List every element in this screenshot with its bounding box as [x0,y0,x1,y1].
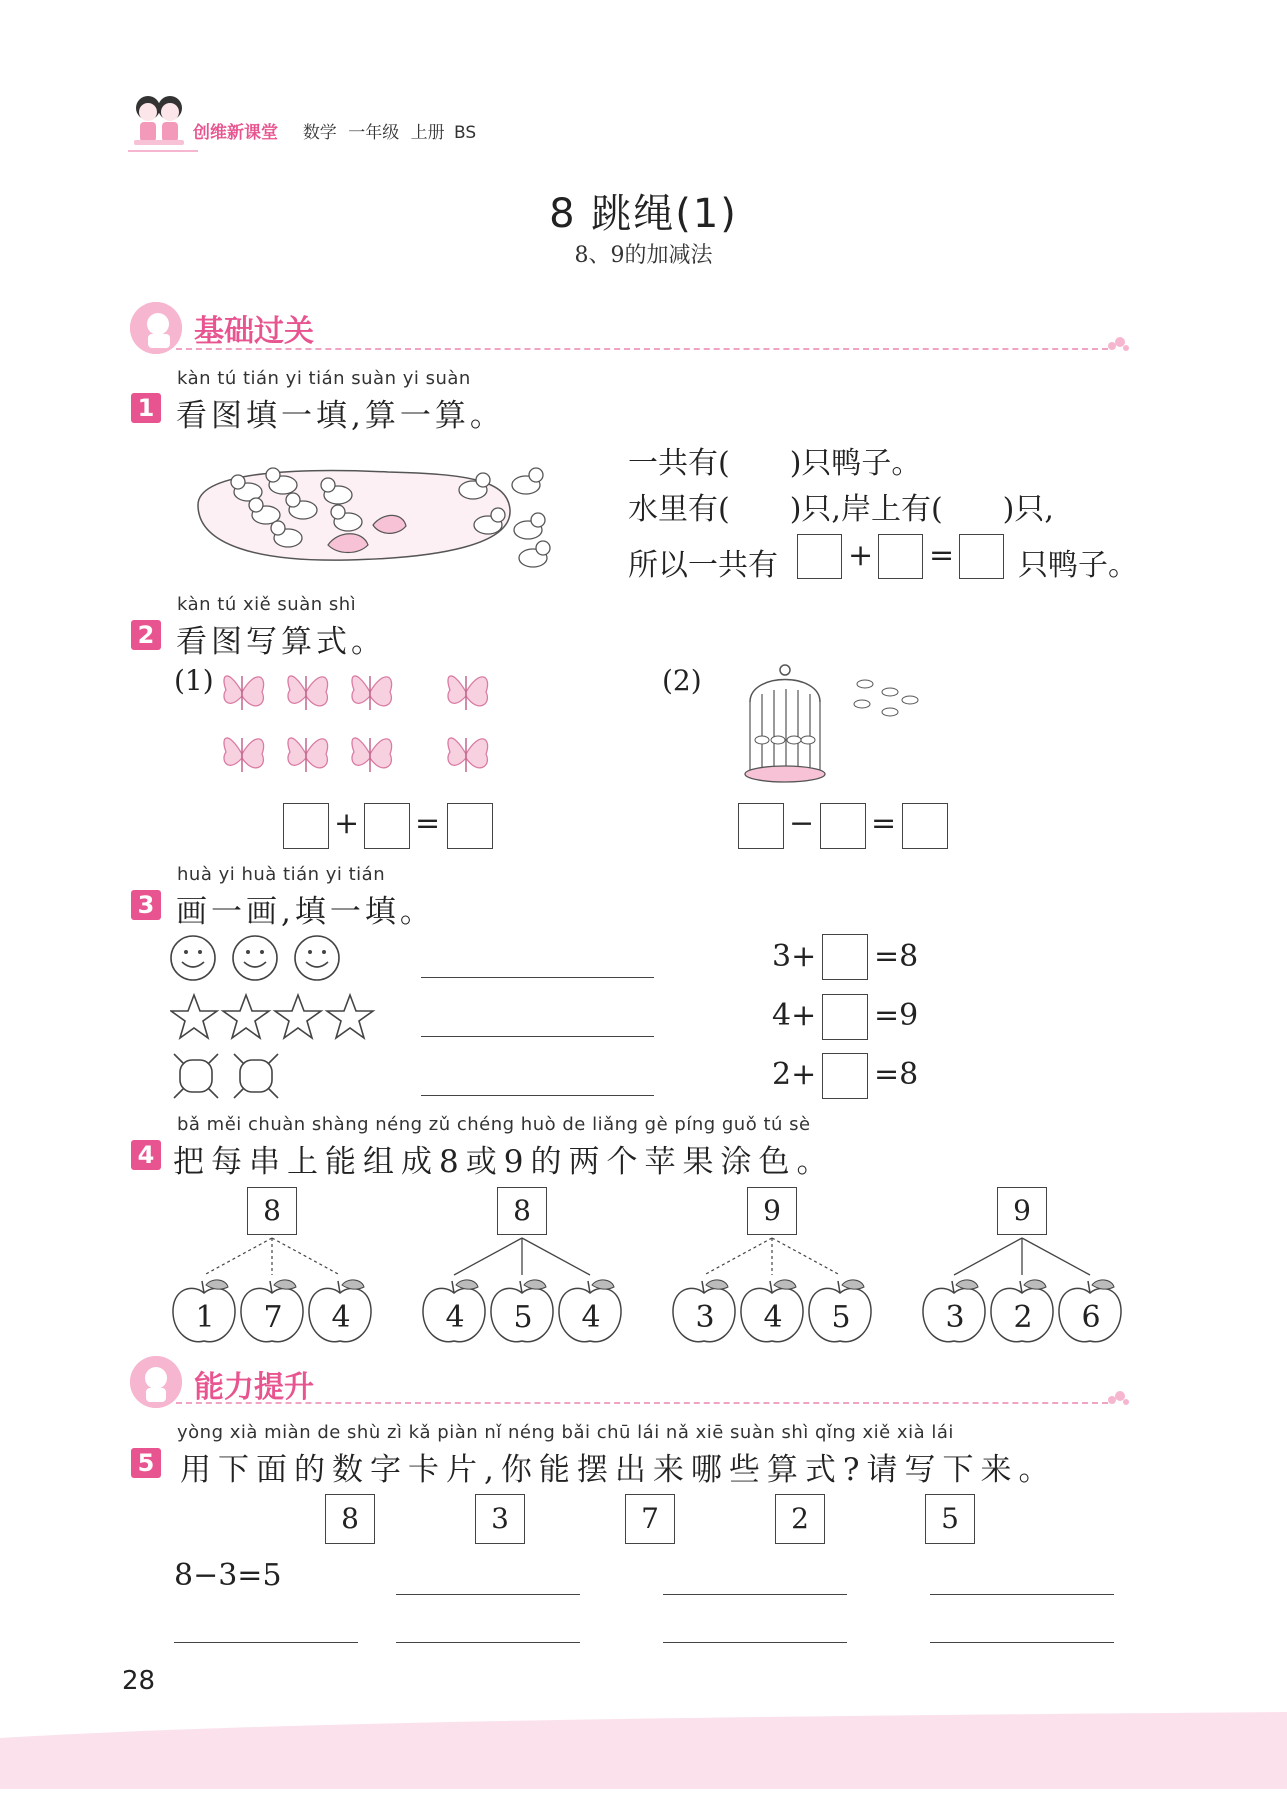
q2a-answer-box-2[interactable] [364,803,410,849]
q2a-answer-box-1[interactable] [283,803,329,849]
section-basic-dots-icon [1106,334,1130,354]
apple-4-3[interactable]: 6 [1081,1300,1101,1335]
q5-text: 用下面的数字卡片,你能摆出来哪些算式?请写下来。 [180,1452,1057,1488]
q3-number: 3 [131,890,161,920]
apple-3-3[interactable]: 5 [831,1300,851,1335]
apple-2-1[interactable]: 4 [445,1300,465,1335]
header-rule [128,150,198,152]
section-basic-icon [130,302,182,354]
volume: 上册 [410,123,445,143]
q5-answer-line-1[interactable] [396,1594,580,1595]
lesson-subtitle: 8、9的加减法 [574,243,713,268]
digit-card-3: 7 [625,1494,675,1544]
q3-draw-line-2[interactable] [421,1036,654,1037]
q2a-plus: + [334,806,360,841]
q5-pinyin: yòng xià miàn de shù zì kǎ piàn nǐ néng bǎi chū lái nǎ xiē suàn shì qǐng xiě xià lái [177,1422,954,1443]
q1-equals: = [929,538,955,573]
q2b-answer-box-3[interactable] [902,803,948,849]
q1-answer-box-3[interactable] [959,534,1004,579]
q5-example: 8−3=5 [174,1558,282,1593]
digit-card-2: 3 [475,1494,525,1544]
apple-3-2[interactable]: 4 [763,1300,783,1335]
birdcage-image [740,662,930,792]
apple-1-2[interactable]: 7 [263,1300,283,1335]
duck-pond-image [188,450,568,575]
q2-text: 看图写算式。 [176,624,386,660]
q3-row3-box[interactable] [822,1053,868,1099]
apple-trees [0,1180,1287,1350]
header [193,118,476,143]
apple-group-3-top: 9 [747,1187,797,1235]
q2-part1-label: (1) [174,664,214,697]
q2a-answer-box-3[interactable] [447,803,493,849]
apple-group-4-top: 9 [997,1187,1047,1235]
q1-line1: 一共有( )只鸭子。 [628,446,922,481]
footer-band [0,1712,1287,1789]
apple-4-2[interactable]: 2 [1013,1300,1033,1335]
q3-row2-box[interactable] [822,994,868,1040]
q3-pinyin: huà yi huà tián yi tián [177,864,386,885]
q1-pinyin: kàn tú tián yi tián suàn yi suàn [177,368,471,389]
q2a-equals: = [415,806,441,841]
apple-2-2[interactable]: 5 [513,1300,533,1335]
q2b-answer-box-2[interactable] [820,803,866,849]
q1-answer-box-2[interactable] [878,534,923,579]
q2-number: 2 [131,620,161,650]
q2-pinyin: kàn tú xiě suàn shì [177,594,357,615]
apple-group-1-top: 8 [247,1187,297,1235]
section-advanced-divider [176,1402,1108,1404]
star-icons [170,993,380,1043]
q3-draw-line-1[interactable] [421,977,654,978]
section-basic-divider [176,348,1108,350]
q3-row1-left: 3+ [772,939,817,974]
apple-2-3[interactable]: 4 [581,1300,601,1335]
q1-line2: 水里有( )只,岸上有( )只, [628,492,1054,527]
q1-text: 看图填一填,算一算。 [176,398,505,434]
q3-row1-right: =8 [874,939,919,974]
q1-number: 1 [131,393,161,423]
q3-text: 画一画,填一填。 [176,894,435,930]
q5-answer-line-6[interactable] [663,1642,847,1643]
edition: BS [454,123,477,143]
lesson-title: 8 跳绳(1) [549,191,738,237]
subject: 数学 [302,123,337,143]
apple-3-1[interactable]: 3 [695,1300,715,1335]
q1-line3-prefix: 所以一共有 [628,548,778,583]
candy-icons [172,1052,292,1102]
section-advanced-title: 能力提升 [194,1370,314,1405]
page-number: 28 [122,1666,156,1696]
apple-4-1[interactable]: 3 [945,1300,965,1335]
q5-answer-line-3[interactable] [930,1594,1114,1595]
section-advanced-icon [130,1356,182,1408]
q2b-equals: = [871,806,897,841]
q5-answer-line-5[interactable] [396,1642,580,1643]
q4-number: 4 [131,1140,161,1170]
section-basic-title: 基础过关 [194,314,314,349]
smiley-icons [170,934,350,984]
butterflies-image [218,662,508,782]
brand-name: 创维新课堂 [193,123,278,143]
q3-row2-right: =9 [874,998,919,1033]
q3-row1-box[interactable] [822,934,868,980]
q3-draw-line-3[interactable] [421,1095,654,1096]
header-mascot-icon [128,90,190,152]
digit-card-5: 5 [925,1494,975,1544]
q5-answer-line-7[interactable] [930,1642,1114,1643]
q2-part2-label: (2) [662,664,702,697]
apple-1-1[interactable]: 1 [195,1300,215,1335]
q4-pinyin: bǎ měi chuàn shàng néng zǔ chéng huò de liǎng gè píng guǒ tú sè [177,1114,811,1135]
q2b-minus: − [789,806,815,841]
q5-answer-line-4[interactable] [174,1642,358,1643]
q1-line3-suffix: 只鸭子。 [1018,548,1138,583]
apple-1-3[interactable]: 4 [331,1300,351,1335]
q4-text: 把每串上能组成8或9的两个苹果涂色。 [173,1144,835,1180]
apple-group-2-top: 8 [497,1187,547,1235]
q5-answer-line-2[interactable] [663,1594,847,1595]
q3-row3-right: =8 [874,1057,919,1092]
q1-answer-box-1[interactable] [797,534,842,579]
q3-row3-left: 2+ [772,1057,817,1092]
digit-card-1: 8 [325,1494,375,1544]
digit-card-4: 2 [775,1494,825,1544]
q5-number: 5 [131,1448,161,1478]
section-advanced-dots-icon [1106,1388,1130,1408]
q3-row2-left: 4+ [772,998,817,1033]
grade: 一年级 [348,123,400,143]
q2b-answer-box-1[interactable] [738,803,784,849]
q1-plus: + [848,538,874,573]
